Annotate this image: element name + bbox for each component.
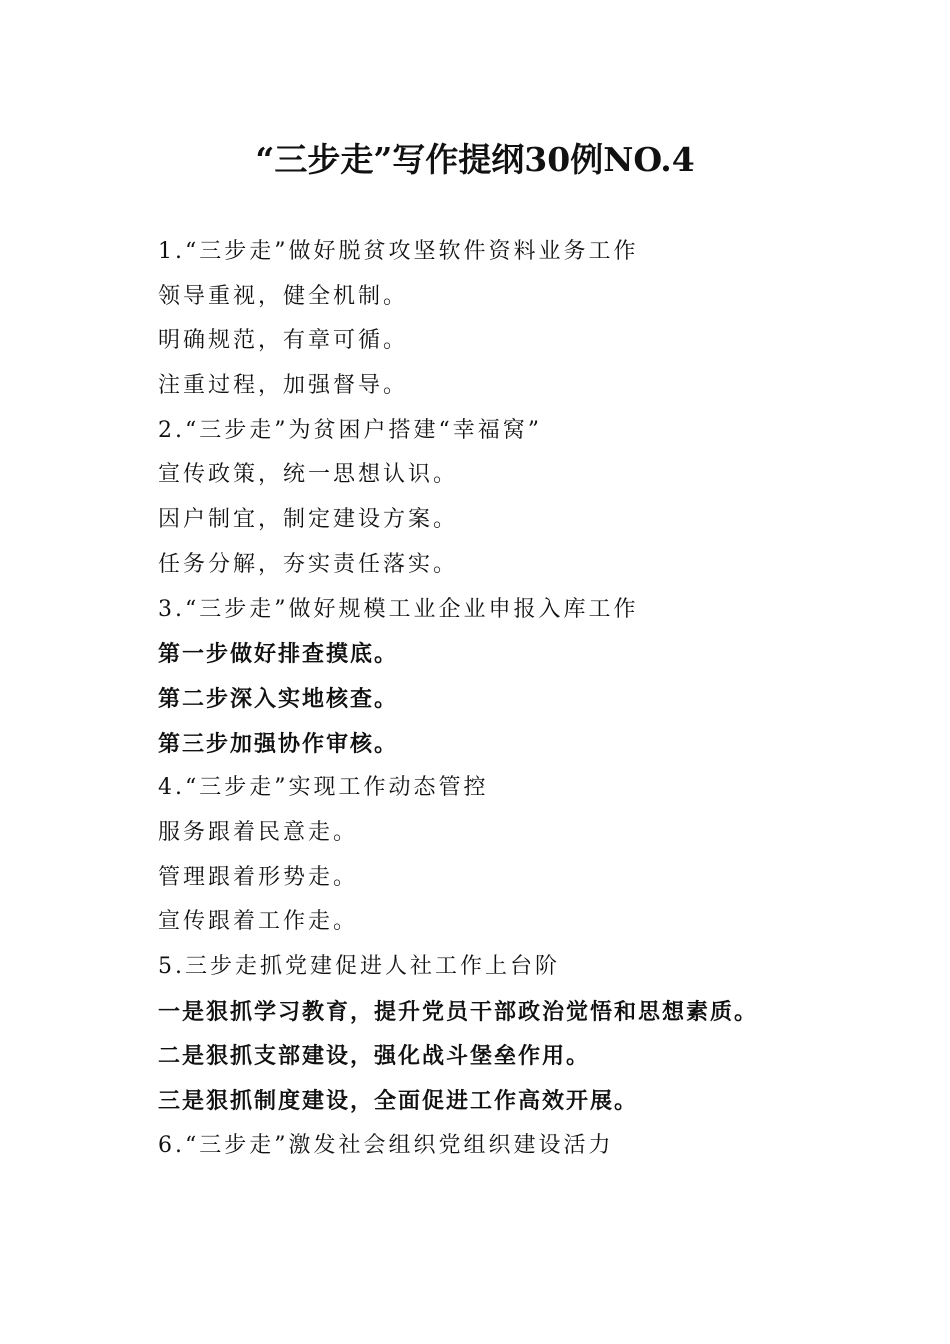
text-line: 4.“三步走”实现工作动态管控: [158, 775, 489, 801]
text-line: 服务跟着民意走。: [158, 819, 359, 845]
text-line: 三是狠抓制度建设，全面促进工作高效开展。: [158, 1088, 639, 1115]
document-body: [158, 230, 878, 1168]
text-line: 3.“三步走”做好规模工业企业申报入库工作: [158, 596, 639, 622]
text-line: 任务分解，夯实责任落实。: [158, 551, 459, 577]
text-line: 明确规范，有章可循。: [158, 328, 409, 354]
text-line: 一是狠抓学习教育，提升党员干部政治觉悟和思想素质。: [158, 998, 759, 1025]
text-line: 6.“三步走”激发社会组织党组织建设活力: [158, 1132, 614, 1158]
text-line: 注重过程，加强督导。: [158, 373, 409, 399]
text-line: 管理跟着形势走。: [158, 864, 359, 890]
text-line: 第三步加强协作审核。: [158, 730, 399, 757]
text-line: 1.“三步走”做好脱贫攻坚软件资料业务工作: [158, 239, 639, 264]
text-line: 5.三步走抓党建促进人社工作上台阶: [158, 954, 560, 979]
text-line: 第二步深入实地核查。: [158, 685, 399, 712]
text-line: 第一步做好排查摸底。: [158, 641, 399, 668]
text-line: 二是狠抓支部建设，强化战斗堡垒作用。: [158, 1043, 591, 1070]
text-line: 宣传政策，统一思想认识。: [158, 462, 459, 488]
text-line: 领导重视，健全机制。: [158, 283, 409, 309]
text-line: 宣传跟着工作走。: [158, 909, 359, 935]
text-line: 2.“三步走”为贫困户搭建“幸福窝”: [158, 417, 542, 443]
document-title: “三步走”写作提纲30例NO.4: [255, 140, 695, 179]
text-line: 因户制宜，制定建设方案。: [158, 507, 459, 533]
